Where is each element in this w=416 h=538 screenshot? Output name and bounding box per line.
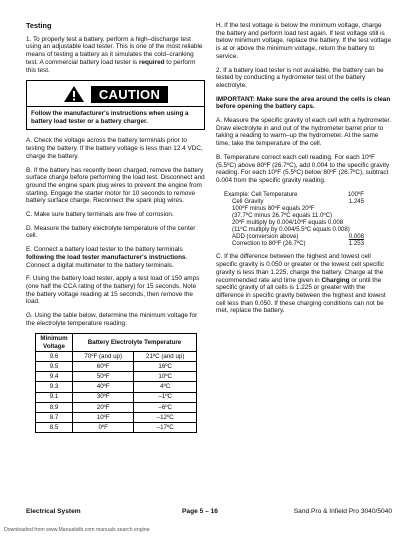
caution-box	[26, 80, 205, 130]
table-cell: 20ºF	[73, 402, 134, 412]
table-header-voltage: Minimum Voltage	[36, 334, 73, 351]
table-cell: 60ºF	[73, 362, 134, 372]
table-row	[36, 382, 197, 392]
table-row	[36, 413, 197, 423]
table-cell: –1ºC	[134, 392, 197, 402]
table-row	[36, 392, 197, 402]
table-cell: 10ºF	[73, 413, 134, 423]
table-cell: –17ºC	[134, 423, 197, 433]
table-cell: 70ºF (and up)	[73, 351, 134, 361]
footer-section: Electrical System	[26, 508, 81, 515]
table-cell: 30ºF	[73, 392, 134, 402]
hydrometer-step-b: B. Temperature correct each cell reading. For each 10ºF (5.5ºC) above 80ºF (26.7ºC), add 0.004 to the specific gravity reading. For each 10ºF (5.5ºC) below 80ºF (26.7ºC), subtract 0.004 from the specific gravity reading.	[216, 153, 390, 184]
table-body	[36, 351, 197, 433]
table-row	[36, 362, 197, 372]
table-cell: 8.5	[36, 423, 73, 433]
hydrometer-step-a: A. Measure the specific gravity of each cell with a hydrometer. Draw electrolyte in and out of the hydrometer barrel prior to taking a reading to warm–up the hydrometer. At the same time, take the temperature of the cell.	[216, 117, 392, 148]
table-cell: 0ºF	[73, 423, 134, 433]
table-cell: 9.4	[36, 372, 73, 382]
table-cell: 10ºC	[134, 372, 197, 382]
page-footer	[26, 508, 392, 515]
step-e: E. Connect a battery load tester to the battery terminals following the load tester manufacturer's instructions. Connect a digital multimeter to the battery terminals.	[26, 246, 188, 269]
table-cell: –6ºC	[134, 402, 197, 412]
table-row	[36, 402, 197, 412]
voltage-table	[35, 333, 197, 433]
table-cell: 9.6	[36, 351, 73, 361]
step-b: B. If the battery has recently been charged, remove the battery surface charge before performing the load test. Disconnect and ground the engine spark plug wires to prevent the engine from starting. Engage the starter motor for 10 seconds to remove battery surface charge. Reconnect the spark plug wires.	[26, 166, 205, 205]
table-cell: 40ºF	[73, 382, 134, 392]
step-a: A. Check the voltage across the battery terminals prior to testing the battery. If the battery voltage is less than 12.4 VDC, charge the battery.	[26, 137, 203, 160]
table-cell: 9.5	[36, 362, 73, 372]
right-column	[216, 22, 392, 321]
step-h: H. If the test voltage is below the minimum voltage, charge the battery and perform load test again. If test voltage still is below minimum voltage, replace the battery. If the test voltage is at or above the minimum voltage, return the battery to service.	[216, 22, 392, 60]
table-cell: 9.3	[36, 382, 73, 392]
example-block: Example: Cell Temperature 100ºF Cell Gravity 1.245 100ºF minus 80ºF equals 20ºF (37.7ºC minus 26.7ºC equals 11.0ºC) 20ºF multiply by 0.004/10ºF equals 0.008 (11ºC multiply by 0.004/5.5ºC equals 0.008) ADD (conversion above) 0.008 Correction to 80ºF (26.7ºC) 1.253	[224, 190, 364, 248]
step-g: G. Using the table below, determine the minimum voltage for the electrolyte temperature reading:	[26, 312, 198, 327]
table-cell: –12ºC	[134, 413, 197, 423]
table-row	[36, 423, 197, 433]
step-c: C. Make sure battery terminals are free of corrosion.	[26, 211, 174, 219]
table-header-temperature: Battery Electrolyte Temperature	[73, 334, 197, 351]
caution-header	[27, 81, 204, 107]
section-heading: Testing	[26, 21, 52, 30]
table-cell: 8.7	[36, 413, 73, 423]
paragraph-2: 2. If a battery load tester is not available, the battery can be tested by conducting a hydrometer test of the battery electrolyte.	[216, 66, 384, 89]
step-f: F. Using the battery load tester, apply a test load of 150 amps (one half the CCA rating of the battery) for 15 seconds. Note the battery voltage reading at 15 seconds, then remove the load.	[26, 275, 200, 306]
hydrometer-step-c: C. If the difference between the highest and lowest cell specific gravity is 0.050 or greater or the lowest cell specific gravity is less than 1.225, charge the battery. Charge at the recommended rate and time given in Charging or until the specific gravity of all cells is 1.225 or greater with the difference in specific gravity between the highest and lowest cell less than 0.050. If these charging conditions can not be met, replace the battery.	[216, 253, 386, 315]
caution-label: CAUTION	[91, 86, 168, 103]
download-watermark: Downloaded from www.Manualslib.com manuals search engine	[4, 527, 150, 533]
left-column	[26, 22, 205, 433]
table-cell: 8.9	[36, 402, 73, 412]
footer-product: Sand Pro & Infield Pro 3040/5040	[293, 508, 392, 515]
table-cell: 21ºC (and up)	[134, 351, 197, 361]
important-note: IMPORTANT: Make sure the area around the cells is clean before opening the battery caps.	[216, 95, 391, 111]
warning-triangle-icon	[63, 85, 85, 103]
table-cell: 4ºC	[134, 382, 197, 392]
table-row	[36, 372, 197, 382]
table-cell: 50ºF	[73, 372, 134, 382]
table-cell: 9.1	[36, 392, 73, 402]
footer-page-number: Page 5 – 16	[182, 508, 218, 515]
table-row	[36, 351, 197, 361]
step-d: D. Measure the battery electrolyte temperature of the center cell.	[26, 224, 196, 240]
caution-text: Follow the manufacturer's instructions when using a battery load tester or a battery charger.	[31, 110, 189, 125]
table-cell: 16ºC	[134, 362, 197, 372]
paragraph-1: 1. To properly test a battery, perform a high–discharge test using an adjustable load tester. This is one of the most reliable means of testing a battery as it simulates the cold–cranking test. A commercial battery load tester is required to perform this test.	[26, 35, 203, 74]
